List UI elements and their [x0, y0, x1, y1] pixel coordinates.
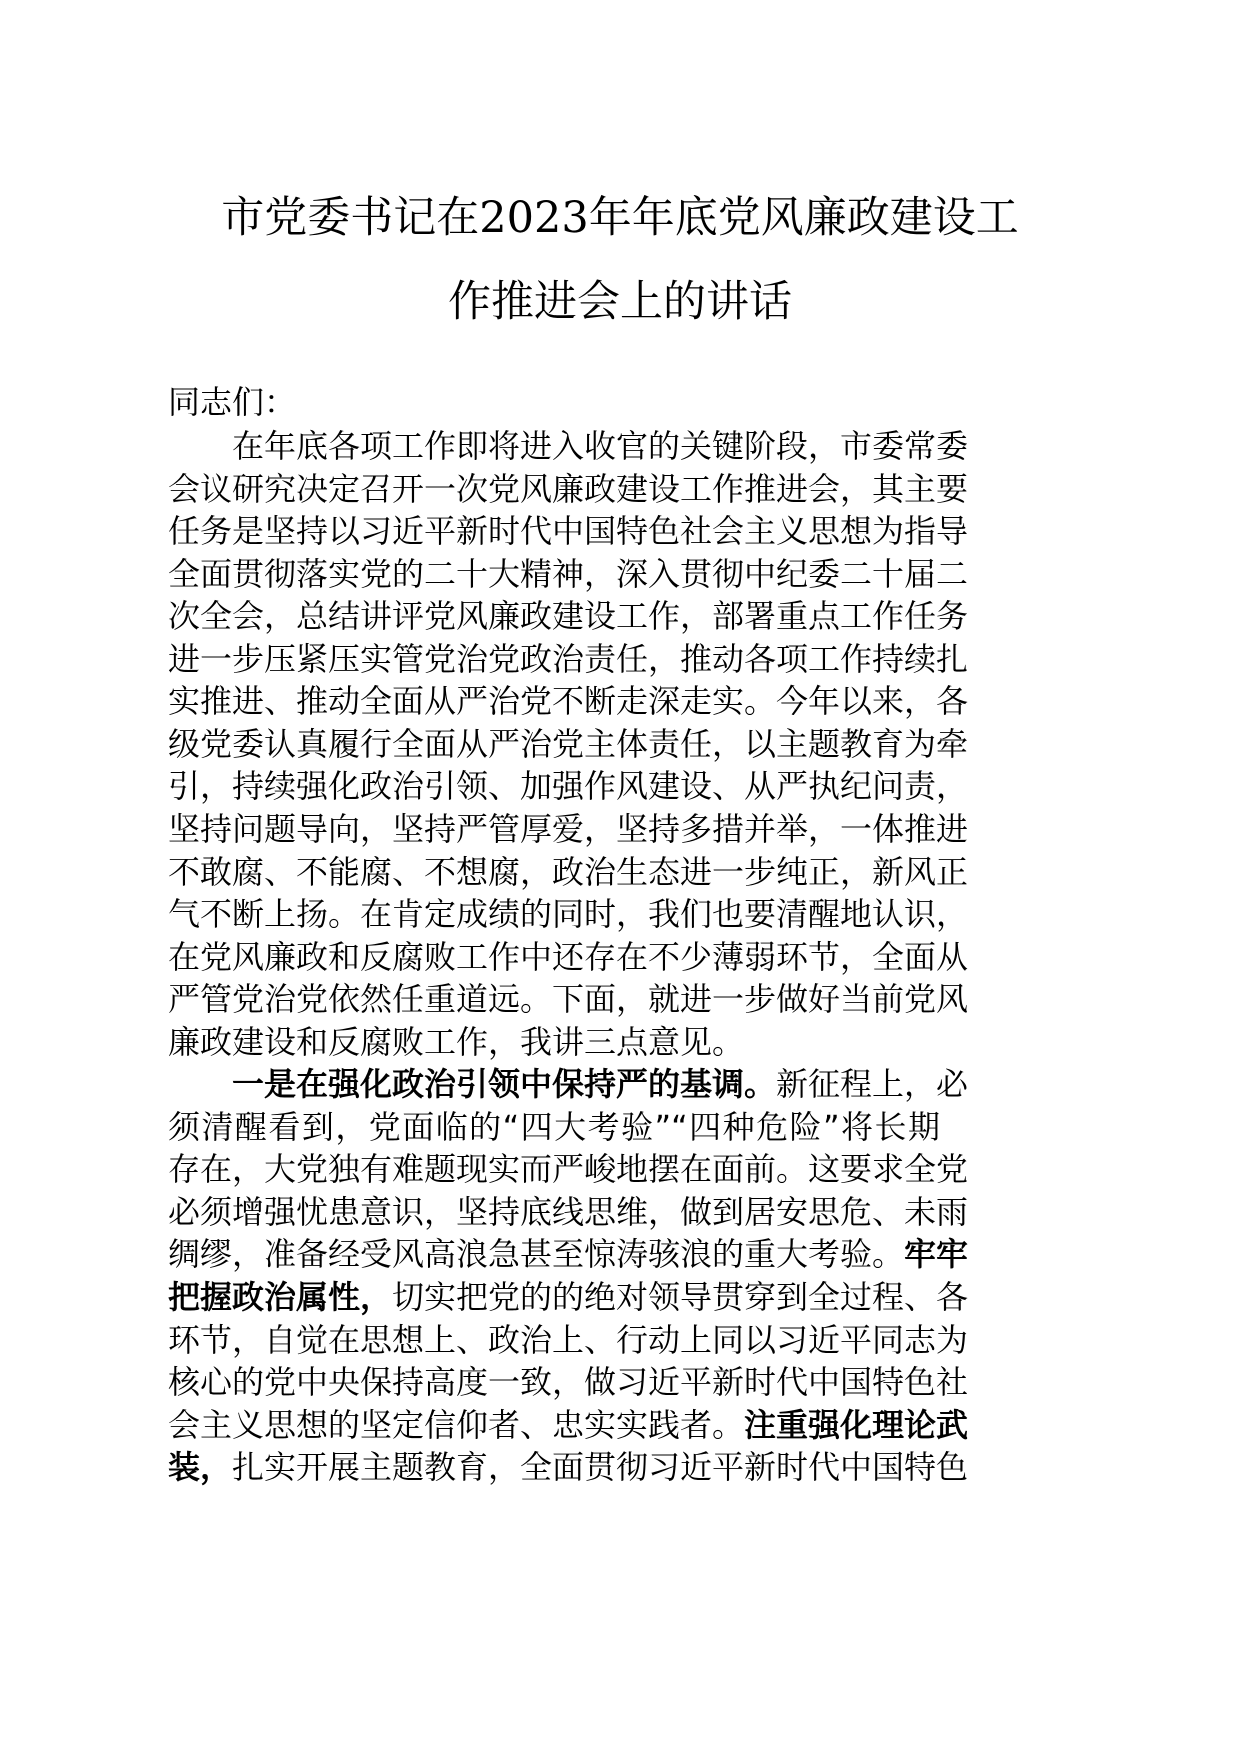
- body-line: [168, 1444, 969, 1490]
- text-run: 扎实开展主题教育，全面贯彻习近平新时代中国特色: [232, 1448, 969, 1487]
- body-line: [168, 636, 969, 682]
- bold-phrase: 一是在强化政治引领中保持严的基调。: [232, 1065, 777, 1104]
- body-line: [168, 721, 969, 767]
- text-run: 次全会，总结讲评党风廉政建设工作，部署重点工作任务: [168, 597, 969, 636]
- body-line: [168, 678, 969, 724]
- text-run: 全面贯彻落实党的二十大精神，深入贯彻中纪委二十届二: [168, 554, 969, 593]
- body-line: [168, 1317, 969, 1363]
- text-run: 坚持问题导向，坚持严管厚爱，坚持多措并举，一体推进: [168, 809, 969, 848]
- bold-phrase: 注重强化理论武: [744, 1405, 969, 1444]
- bold-phrase: 装，: [168, 1448, 233, 1487]
- body-line: [168, 1104, 940, 1150]
- body-line: [232, 1061, 969, 1107]
- body-line: [168, 976, 969, 1022]
- bold-phrase: 把握政治属性，: [168, 1278, 393, 1316]
- text-run: 廉政建设和反腐败工作，我讲三点意见。: [168, 1022, 745, 1061]
- text-run: 须清醒看到，党面临的“四大考验”“四种危险”将长期: [168, 1107, 940, 1146]
- text-run: 在党风廉政和反腐败工作中还存在不少薄弱环节，全面从: [168, 937, 969, 976]
- body-line: [168, 551, 969, 597]
- body-line: [168, 849, 969, 895]
- document-title-line-2: 作推进会上的讲话: [448, 277, 792, 327]
- text-run: 新征程上，必: [776, 1065, 969, 1104]
- text-run: 会主义思想的坚定信仰者、忠实实践者。: [168, 1405, 745, 1444]
- text-run: 在年底各项工作即将进入收官的关键阶段，市委常委: [232, 427, 969, 465]
- body-line: [168, 466, 969, 512]
- body-line: [168, 934, 969, 980]
- text-run: 绸缪，准备经受风高浪急甚至惊涛骇浪的重大考验。: [168, 1235, 905, 1274]
- body-line: [168, 1274, 969, 1320]
- text-run: 核心的党中央保持高度一致，做习近平新时代中国特色社: [168, 1363, 969, 1402]
- bold-phrase: 牢牢: [904, 1235, 969, 1274]
- body-line: [168, 1231, 969, 1277]
- body-line: [168, 1019, 940, 1065]
- text-run: 级党委认真履行全面从严治党主体责任，以主题教育为牵: [168, 724, 969, 763]
- text-run: 存在，大党独有难题现实而严峻地摆在面前。这要求全党: [168, 1150, 969, 1189]
- text-run: 任务是坚持以习近平新时代中国特色社会主义思想为指导: [168, 512, 969, 551]
- body-line: [168, 1146, 969, 1192]
- body-line: [232, 423, 969, 469]
- body-line: [168, 1402, 969, 1448]
- salutation: 同志们：: [168, 383, 297, 421]
- body-line: [168, 891, 969, 937]
- text-run: 引，持续强化政治引领、加强作风建设、从严执纪问责，: [168, 767, 969, 806]
- body-line: [168, 593, 969, 639]
- body-line: [168, 763, 969, 809]
- text-run: 不敢腐、不能腐、不想腐，政治生态进一步纯正，新风正: [168, 852, 969, 891]
- text-run: 会议研究决定召开一次党风廉政建设工作推进会，其主要: [168, 469, 969, 508]
- body-line: [168, 508, 969, 554]
- text-run: 进一步压紧压实管党治党政治责任，推动各项工作持续扎: [168, 639, 969, 678]
- body-line: [168, 1359, 969, 1405]
- text-run: 环节，自觉在思想上、政治上、行动上同以习近平同志为: [168, 1320, 969, 1359]
- text-run: 气不断上扬。在肯定成绩的同时，我们也要清醒地认识，: [168, 895, 969, 934]
- body-line: [168, 1189, 969, 1235]
- document-title-line-1: 市党委书记在2023年年底党风廉政建设工: [221, 193, 1019, 243]
- body-line: [168, 806, 969, 852]
- text-run: 严管党治党依然任重道远。下面，就进一步做好当前党风: [168, 980, 969, 1019]
- text-run: 实推进、推动全面从严治党不断走深走实。今年以来，各: [168, 682, 969, 721]
- text-run: 切实把党的的绝对领导贯穿到全过程、各: [392, 1278, 969, 1316]
- text-run: 必须增强忧患意识，坚持底线思维，做到居安思危、未雨: [168, 1192, 969, 1231]
